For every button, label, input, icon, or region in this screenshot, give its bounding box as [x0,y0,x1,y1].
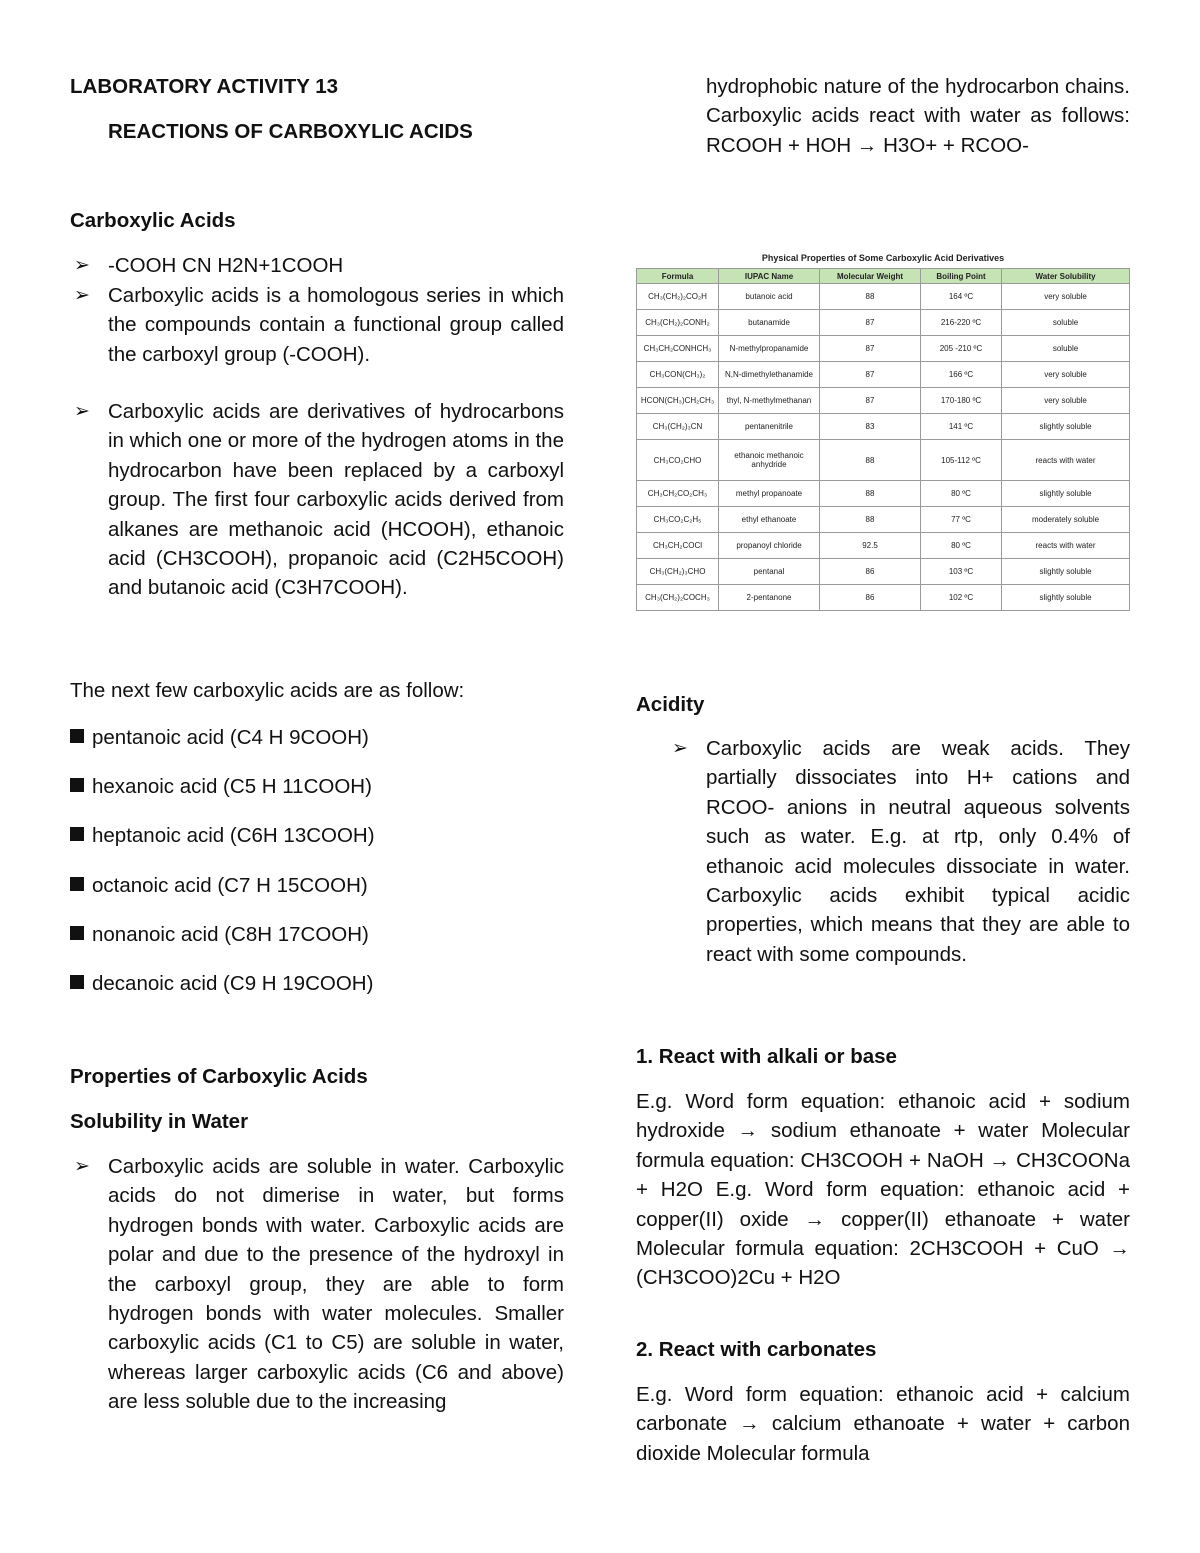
table-header-row [637,269,1130,284]
table-cell: 164 ºC [921,284,1002,310]
table-row [637,507,1130,533]
table-row [637,440,1130,481]
square-bullet-icon [70,778,84,792]
table-cell: CH₃CO₂C₂H₅ [637,507,719,533]
arrow-bullet-icon: ➢ [672,738,688,759]
acidity-heading: Acidity [636,693,705,716]
table-cell: 87 [820,388,921,414]
react-carbonates-text: E.g. Word form equation: ethanoic acid + calcium carbonate → calcium ethanoate + water + carbon dioxide Molecular formula [636,1383,1130,1465]
table-cell: 88 [820,284,921,310]
bullet-item [74,1152,564,1417]
table-cell: very soluble [1002,362,1130,388]
table-cell: CH₃CH₂CO₂CH₃ [637,481,719,507]
bullet-text: Carboxylic acids is a homologous series in which the compounds contain a functional group called the carboxyl group (-COOH). [108,284,564,366]
table-cell: 88 [820,440,921,481]
square-bullet-icon [70,729,84,743]
table-cell: pentanal [719,559,820,585]
table-cell: 92.5 [820,533,921,559]
solubility-continuation: hydrophobic nature of the hydrocarbon chains. Carboxylic acids react with water as follows: RCOOH + HOH → H3O+ + RCOO- [706,75,1130,157]
acid-list-item: heptanoic acid (C6H 13COOH) [70,822,375,850]
table-cell: very soluble [1002,388,1130,414]
carboxylic-acids-heading: Carboxylic Acids [70,209,236,232]
table-cell: CH₃(CH₂)₂CO₂H [637,284,719,310]
table-cell: 88 [820,481,921,507]
table-cell: 166 ºC [921,362,1002,388]
bullet-item [74,397,564,603]
table-cell: 205 -210 ºC [921,336,1002,362]
acid-list-item: nonanoic acid (C8H 17COOH) [70,921,369,949]
column-header: Formula [637,269,719,284]
bullet-item [74,251,564,280]
arrow-bullet-icon: ➢ [74,255,90,276]
acid-list-item: octanoic acid (C7 H 15COOH) [70,872,368,900]
table-cell: CH₃(CH₂)₃CHO [637,559,719,585]
table-cell: 103 ºC [921,559,1002,585]
table-cell: HCON(CH₃)CH₂CH₃ [637,388,719,414]
table-cell: CH₃(CH₂)₂COCH₃ [637,585,719,611]
table-row [637,559,1130,585]
acidity-text: Carboxylic acids are weak acids. They partially dissociates into H+ cations and RCOO- anions in neutral aqueous solvents such as water. E.g. at rtp, only 0.4% of ethanoic acid molecules dissociate in water. Carboxylic acids exhibit typical acidic properties, which means that they are able to react with some compounds. [706,737,1130,966]
square-bullet-icon [70,877,84,891]
bullet-item [74,281,564,369]
table-cell: very soluble [1002,284,1130,310]
table-cell: CH₃CON(CH₃)₂ [637,362,719,388]
solubility-heading: Solubility in Water [70,1110,249,1133]
bullet-item [672,734,1130,969]
table-cell: N-methylpropanamide [719,336,820,362]
table-cell: 87 [820,310,921,336]
bullet-text: -COOH CN H2N+1COOH [108,254,344,277]
arrow-bullet-icon: ➢ [74,401,90,422]
table-cell: slightly soluble [1002,414,1130,440]
column-header: Molecular Weight [820,269,921,284]
table-cell: 80 ºC [921,533,1002,559]
table-cell: 86 [820,585,921,611]
table-cell: soluble [1002,336,1130,362]
table-cell: CH₃(CH₂)₂CONH₂ [637,310,719,336]
table-cell: N,N-dimethylethanamide [719,362,820,388]
arrow-bullet-icon: ➢ [74,285,90,306]
table-cell: CH₃CH₂CONHCH₃ [637,336,719,362]
table-cell: 105-112 ºC [921,440,1002,481]
page-title: REACTIONS OF CARBOXYLIC ACIDS [108,120,473,143]
react-carbonates-heading: 2. React with carbonates [636,1338,877,1361]
table-cell: 83 [820,414,921,440]
table-cell: reacts with water [1002,533,1130,559]
table-cell: 80 ºC [921,481,1002,507]
table-row [637,414,1130,440]
table-cell: 86 [820,559,921,585]
table-row [637,336,1130,362]
table-cell: soluble [1002,310,1130,336]
table-cell: butanoic acid [719,284,820,310]
solubility-text: Carboxylic acids are soluble in water. Carboxylic acids do not dimerise in water, but forms hydrogen bonds with water. Carboxylic acids are polar and due to the presence of the hydroxyl in the carboxyl group, they are able to form hydrogen bonds with water molecules. Smaller carboxylic acids (C1 to C5) are soluble in water, whereas larger carboxylic acids (C6 and above) are less soluble due to the increasing [108,1155,564,1414]
table-cell: CH₃CH₂COCl [637,533,719,559]
table-cell: 170-180 ºC [921,388,1002,414]
table-cell: slightly soluble [1002,559,1130,585]
column-header: Boiling Point [921,269,1002,284]
table-cell: 87 [820,362,921,388]
table-cell: 141 ºC [921,414,1002,440]
table-cell: thyl, N-methylmethanan [719,388,820,414]
bullet-text: Carboxylic acids are derivatives of hydrocarbons in which one or more of the hydrogen atoms in the hydrocarbon have been replaced by a carboxyl group. The first four carboxylic acids derived from alkanes are methanoic acid (HCOOH), ethanoic acid (CH3COOH), propanoic acid (C2H5COOH) and butanoic acid (C3H7COOH). [108,400,564,600]
square-bullet-icon [70,975,84,989]
table-cell: ethyl ethanoate [719,507,820,533]
column-header: IUPAC Name [719,269,820,284]
table-cell: methyl propanoate [719,481,820,507]
table-cell: 2-pentanone [719,585,820,611]
table-cell: 87 [820,336,921,362]
table-cell: 216-220 ºC [921,310,1002,336]
table-cell: butanamide [719,310,820,336]
table-row [637,585,1130,611]
table-cell: slightly soluble [1002,481,1130,507]
table-row [637,310,1130,336]
table-cell: CH₃CO₂CHO [637,440,719,481]
physical-properties-table [636,248,1130,611]
acid-list-item: hexanoic acid (C5 H 11COOH) [70,773,372,801]
table-row [637,481,1130,507]
acid-list-item: decanoic acid (C9 H 19COOH) [70,970,373,998]
table-row [637,533,1130,559]
table-cell: ethanoic methanoic anhydride [719,440,820,481]
table-cell: pentanenitrile [719,414,820,440]
table-row [637,284,1130,310]
square-bullet-icon [70,926,84,940]
table-cell: propanoyl chloride [719,533,820,559]
column-header: Water Solubility [1002,269,1130,284]
table-cell: reacts with water [1002,440,1130,481]
activity-label: LABORATORY ACTIVITY 13 [70,75,339,98]
table-cell: slightly soluble [1002,585,1130,611]
table-body [637,284,1130,611]
next-acids-intro: The next few carboxylic acids are as follow: [70,679,465,702]
properties-heading: Properties of Carboxylic Acids [70,1065,368,1088]
table-cell: 88 [820,507,921,533]
acid-list-item: pentanoic acid (C4 H 9COOH) [70,724,369,752]
table-cell: moderately soluble [1002,507,1130,533]
arrow-bullet-icon: ➢ [74,1156,90,1177]
table-cell: 77 ºC [921,507,1002,533]
table-caption: Physical Properties of Some Carboxylic Acid Derivatives [761,253,1005,263]
table-cell: CH₃(CH₂)₃CN [637,414,719,440]
table-row [637,362,1130,388]
react-alkali-heading: 1. React with alkali or base [636,1045,897,1068]
table-row [637,388,1130,414]
react-alkali-text: E.g. Word form equation: ethanoic acid + sodium hydroxide → sodium ethanoate + water Molecular formula equation: CH3COOH + NaOH → CH3COONa + H2O E.g. Word form equation: ethanoic acid + copper(II) oxide → copper(II) ethanoate + water Molecular formula equation: 2CH3COOH + CuO → (CH3COO)2Cu + H2O [636,1090,1130,1290]
square-bullet-icon [70,827,84,841]
table-cell: 102 ºC [921,585,1002,611]
